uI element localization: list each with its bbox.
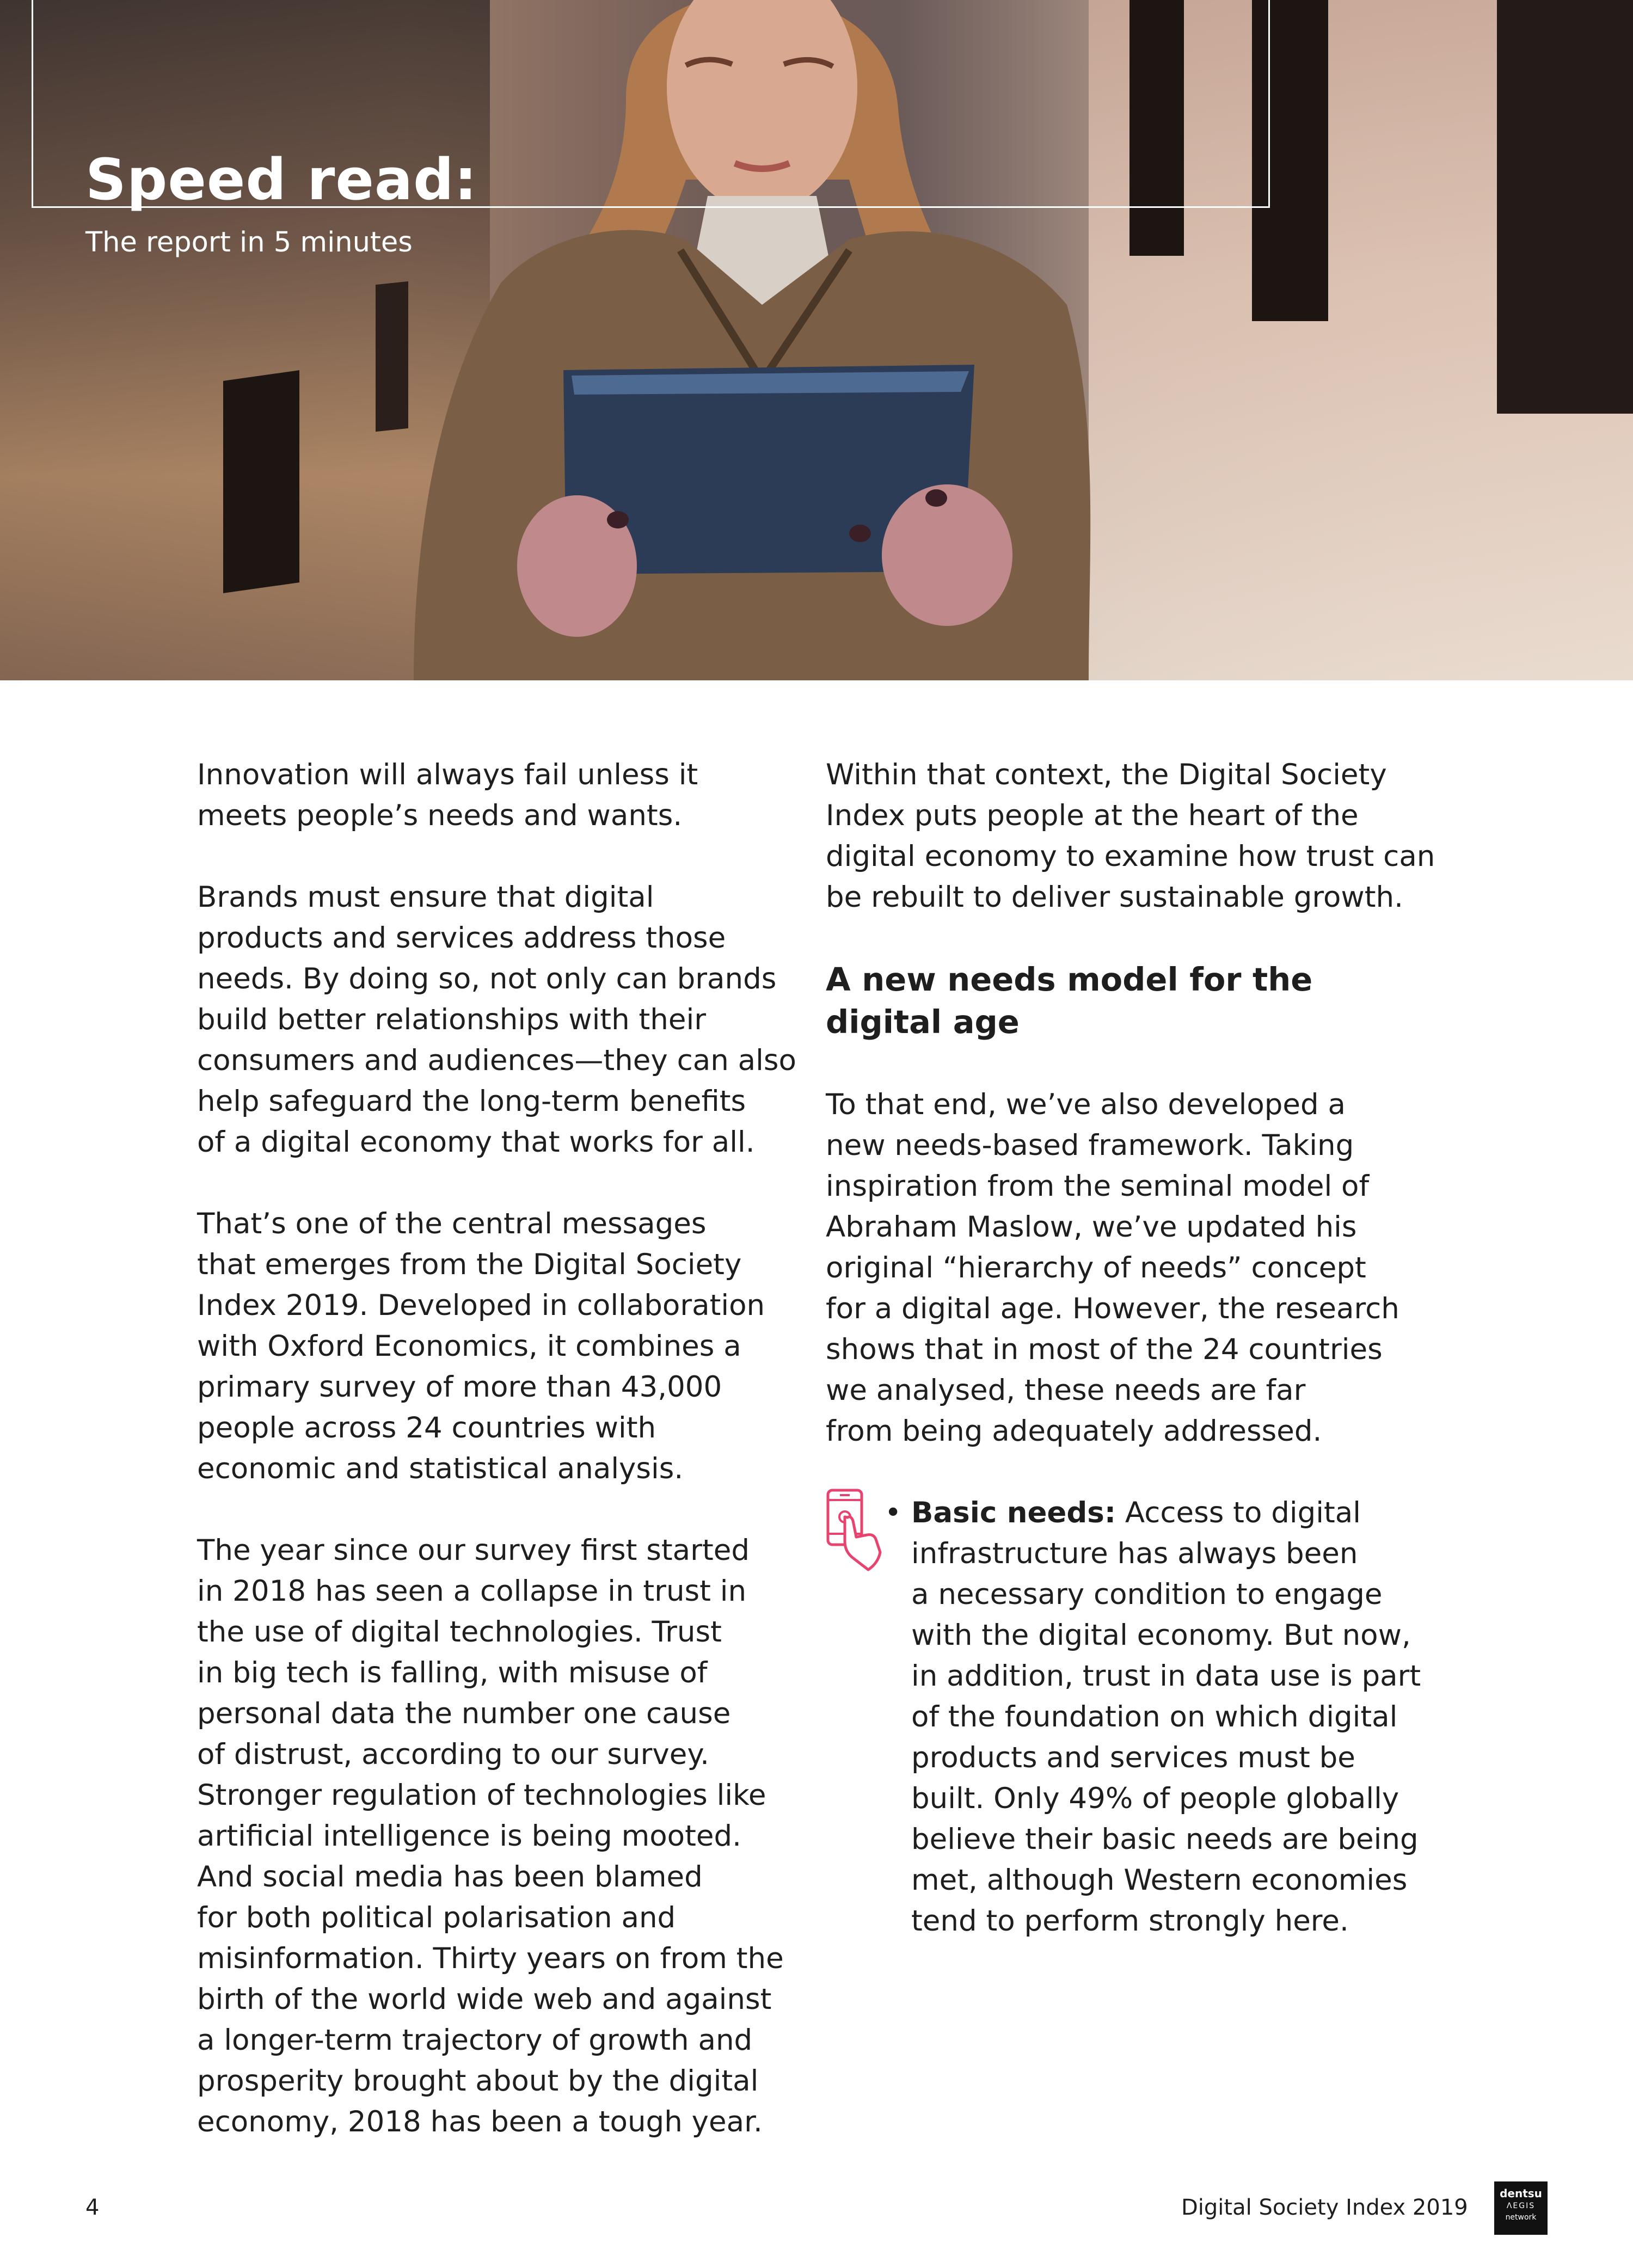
bullet: •: [885, 1496, 902, 1529]
page-subtitle: The report in 5 minutes: [85, 226, 413, 259]
paragraph-framework: To that end, we’ve also developed a new needs-based framework. Taking inspiration from the seminal model of Abraham Maslow, we’ve updated his original “hierarchy of needs” concept for a digital age. However, the research shows that in most of the 24 countries we analysed, these needs are far from being adequately addressed.: [826, 1088, 1399, 1448]
page-number: 4: [85, 2195, 100, 2220]
basic-needs-item: • Basic needs: Access to digital infrastructure has always been a necessary condition to engage with the digital economy. But now, in addition, trust in data use is part of the foundation on which digital products and services must be built. Only 49% of people globally believe their basic needs are being met, although Western economies tend to perform strongly here.: [826, 1492, 1474, 1941]
paragraph-brands: Brands must ensure that digital products and services address those needs. By doing so, not only can brands build better relationships with their consumers and audiences—they can also help safeguard the long-term benefits of a digital economy that works for all.: [197, 881, 796, 1159]
paragraph-trust-collapse: The year since our survey first started in 2018 has seen a collapse in trust in the use of digital technologies. Trust in big tech is falling, with misuse of personal data the number one cause of distrust, according to our survey. Stronger regulation of technologies like artificial intelligence is being mooted. And social media has been blamed for both political polarisation and misinformation. Thirty years on from the birth of the world wide web and against a longer-term trajectory of growth and prosperity brought about by the digital economy, 2018 has been a tough year.: [197, 1534, 784, 2138]
footer-title: Digital Society Index 2019: [1181, 2195, 1468, 2220]
page-title: Speed read:: [85, 146, 478, 213]
basic-needs-label: Basic needs:: [911, 1496, 1116, 1529]
basic-needs-first-line: Basic needs: Access to digital: [911, 1496, 1361, 1529]
right-column: [826, 754, 1474, 1941]
left-column: [197, 754, 807, 2183]
paragraph-central-messages: That’s one of the central messages that emerges from the Digital Society Index 2019. Developed in collaboration with Oxford Economics, it combines a primary survey of more than 43,000 people across 24 countries with economic and statistical analysis.: [197, 1207, 765, 1485]
section-heading: A new needs model for the digital age: [826, 961, 1313, 1041]
hero-image: [0, 0, 1633, 680]
dentsu-aegis-logo: dentsu ΛEGIS network: [1494, 2181, 1548, 2235]
phone-touch-icon: [826, 1487, 886, 1574]
paragraph-context: Within that context, the Digital Society Index puts people at the heart of the digital economy to examine how trust can be rebuilt to deliver sustainable growth.: [826, 758, 1435, 914]
paragraph-intro: Innovation will always fail unless it meets people’s needs and wants.: [197, 758, 698, 832]
